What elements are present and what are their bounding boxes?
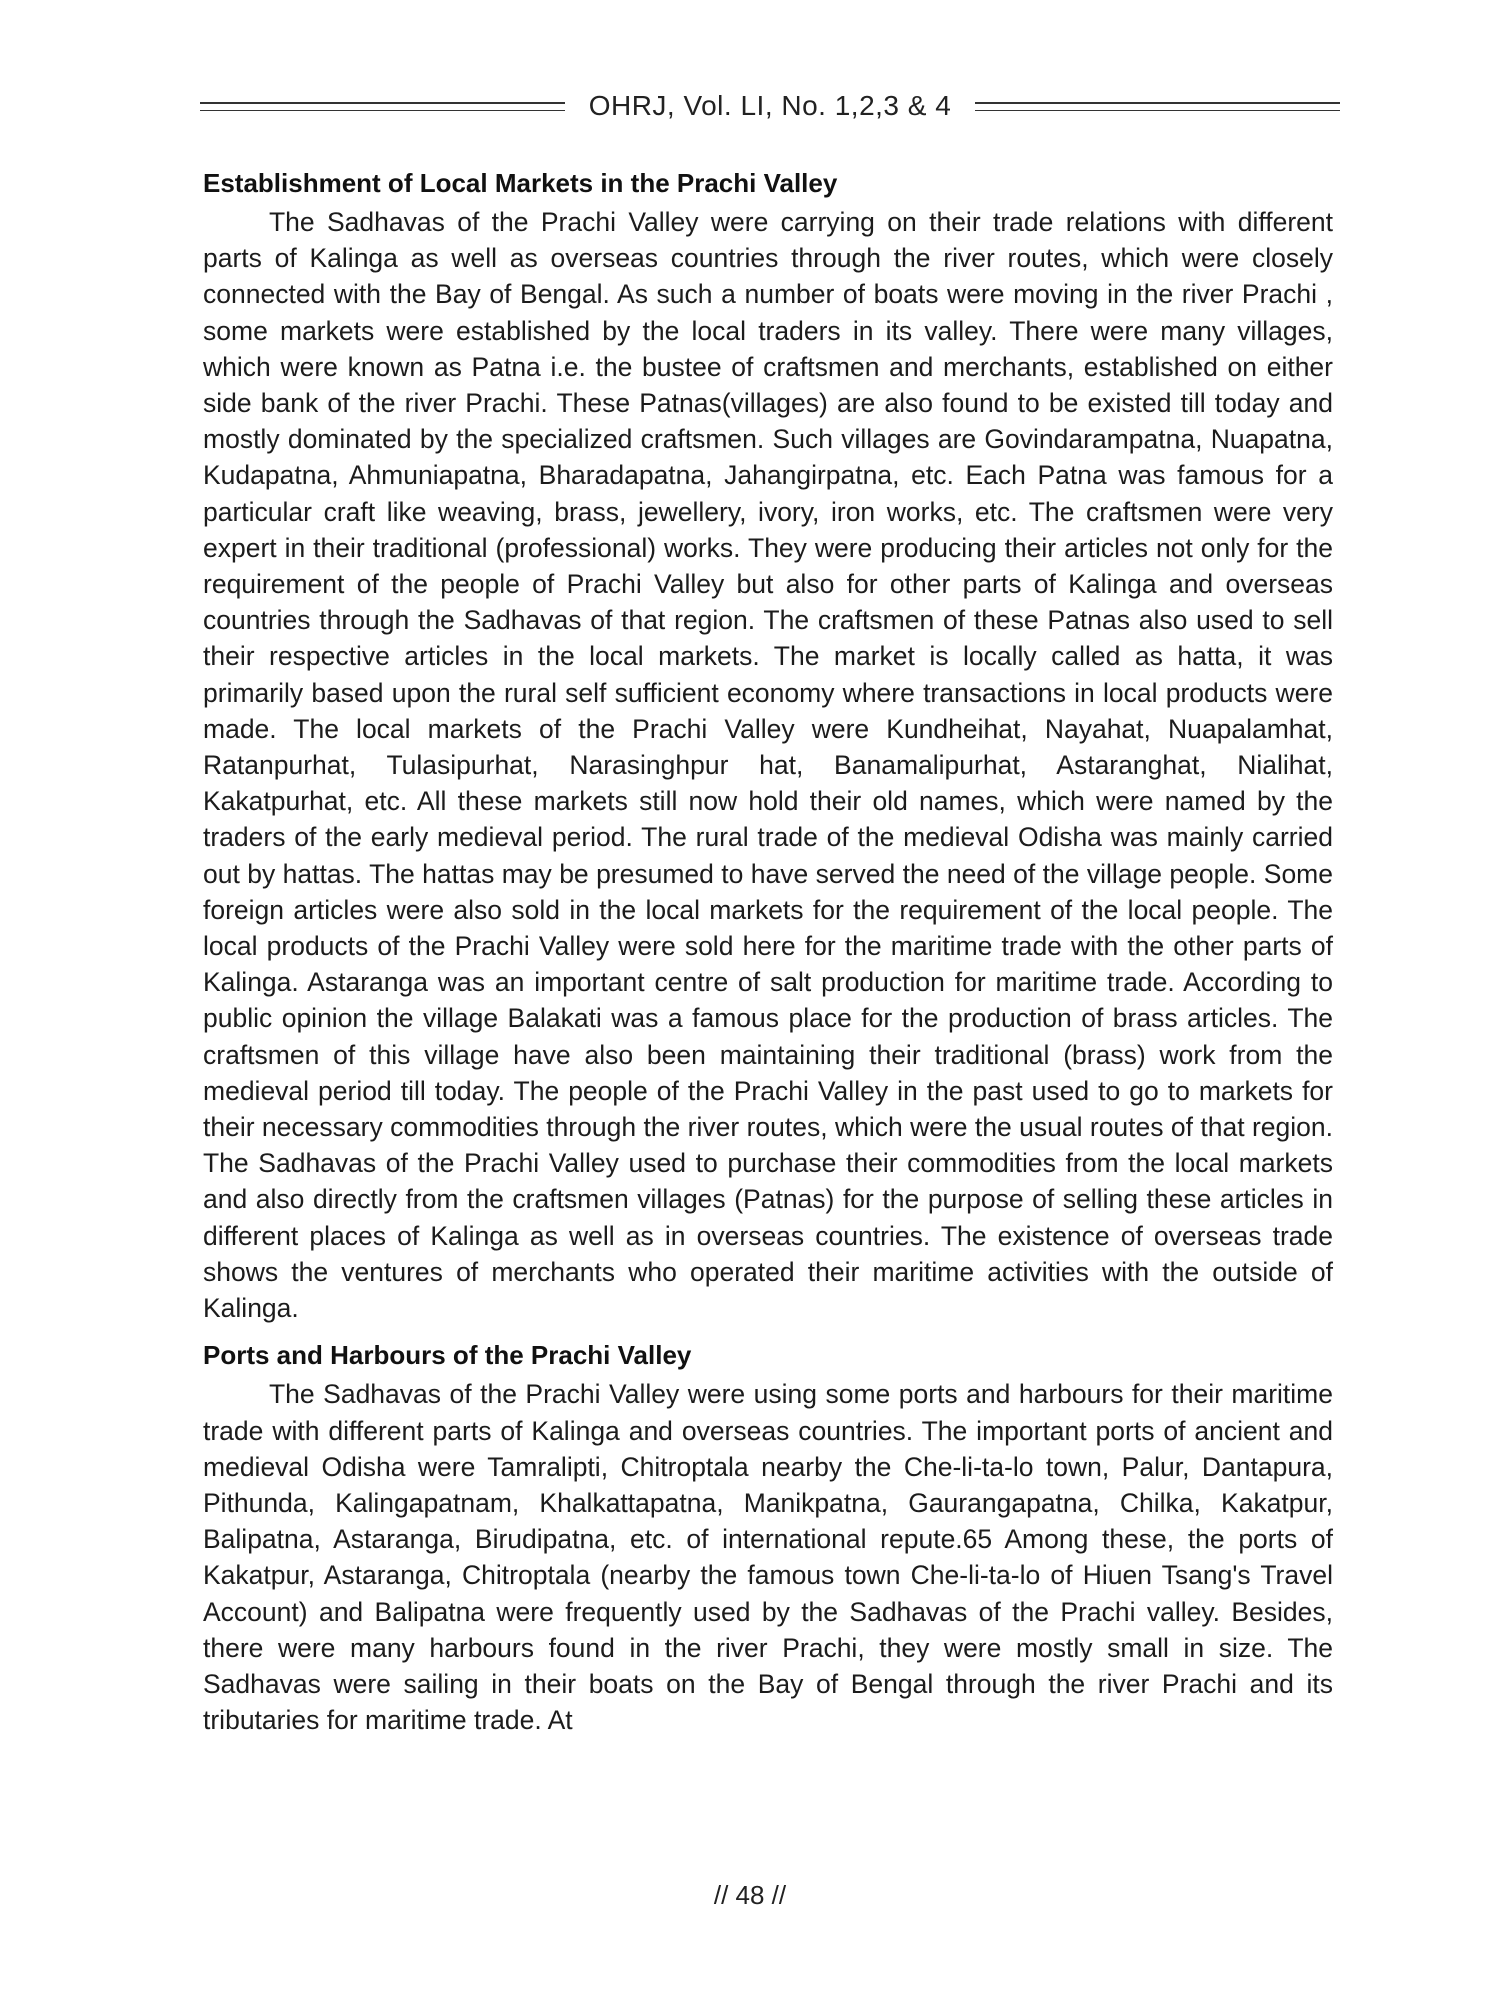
journal-title: OHRJ, Vol. LI, No. 1,2,3 & 4	[588, 90, 952, 121]
section-heading-ports-harbours: Ports and Harbours of the Prachi Valley	[203, 1340, 692, 1371]
paragraph-ports-harbours: The Sadhavas of the Prachi Valley were using some ports and harbours for their maritime trade with different parts of Kalinga and overseas countries. The important ports of ancient and medieval Odisha were Tamralipti, Chitroptala nearby the Che-li-ta-lo town, Palur, Dantapura, Pithunda, Kalingapatnam, Khalkattapatna, Manikpatna, Gaurangapatna, Chilka, Kakatpur, Balipatna, Astaranga, Birudipatna, etc. of international repute.65 Among these, the ports of Kakatpur, Astaranga, Chitroptala (nearby the famous town Che-li-ta-lo of Hiuen Tsang's Travel Account) and Balipatna were frequently used by the Sadhavas of the Prachi valley. Besides, there were many harbours found in the river Prachi, they were mostly small in size. The Sadhavas were sailing in their boats on the Bay of Bengal through the river Prachi and its tributaries for maritime trade. At	[203, 1379, 1333, 1736]
header-rule-left	[200, 102, 565, 111]
section-divider	[203, 1326, 1333, 1334]
page-number: // 48 //	[713, 1880, 787, 1910]
paragraph-local-markets: The Sadhavas of the Prachi Valley were carrying on their trade relations with different parts of Kalinga as well as overseas countries through the river routes, which were closely connected with the Bay of Bengal. As such a number of boats were moving in the river Prachi , some markets were established by the local traders in its valley. There were many villages, which were known as Patna i.e. the bustee of craftsmen and merchants, established on either side bank of the river Prachi. These Patnas(villages) are also found to be existed till today and mostly dominated by the specialized craftsmen. Such villages are Govindarampatna, Nuapatna, Kudapatna, Ahmuniapatna, Bharadapatna, Jahangirpatna, etc. Each Patna was famous for a particular craft like weaving, brass, jewellery, ivory, iron works, etc. The craftsmen were very expert in their traditional (professional) works. They were producing their articles not only for the requirement of the people of Prachi Valley but also for other parts of Kalinga and overseas countries through the Sadhavas of that region. The craftsmen of these Patnas also used to sell their respective articles in the local markets. The market is locally called as hatta, it was primarily based upon the rural self sufficient economy where transactions in local products were made. The local markets of the Prachi Valley were Kundheihat, Nayahat, Nuapalamhat, Ratanpurhat, Tulasipurhat, Narasinghpur hat, Banamalipurhat, Astaranghat, Nialihat, Kakatpurhat, etc. All these markets still now hold their old names, which were named by the traders of the early medieval period. The rural trade of the medieval Odisha was mainly carried out by hattas. The hattas may be presumed to have served the need of the village people. Some foreign articles were also sold in the local markets for the requirement of the local people. The local products of the Prachi Valley were sold here for the maritime trade with the other parts of Kalinga. Astaranga was an important centre of salt production for maritime trade. According to public opinion the village Balakati was a famous place for the production of brass articles. The craftsmen of this village have also been maintaining their traditional (brass) work from the medieval period till today. The people of the Prachi Valley in the past used to go to markets for their necessary commodities through the river routes, which were the usual routes of that region. The Sadhavas of the Prachi Valley used to purchase their commodities from the local markets and also directly from the craftsmen villages (Patnas) for the purpose of selling these articles in different places of Kalinga as well as in overseas countries. The existence of overseas trade shows the ventures of merchants who operated their maritime activities with the outside of Kalinga.	[203, 207, 1333, 1324]
article-body	[203, 162, 1333, 1738]
section-heading-local-markets: Establishment of Local Markets in the Prachi Valley	[203, 168, 838, 198]
running-header	[200, 88, 1340, 124]
header-rule-right	[975, 102, 1340, 111]
